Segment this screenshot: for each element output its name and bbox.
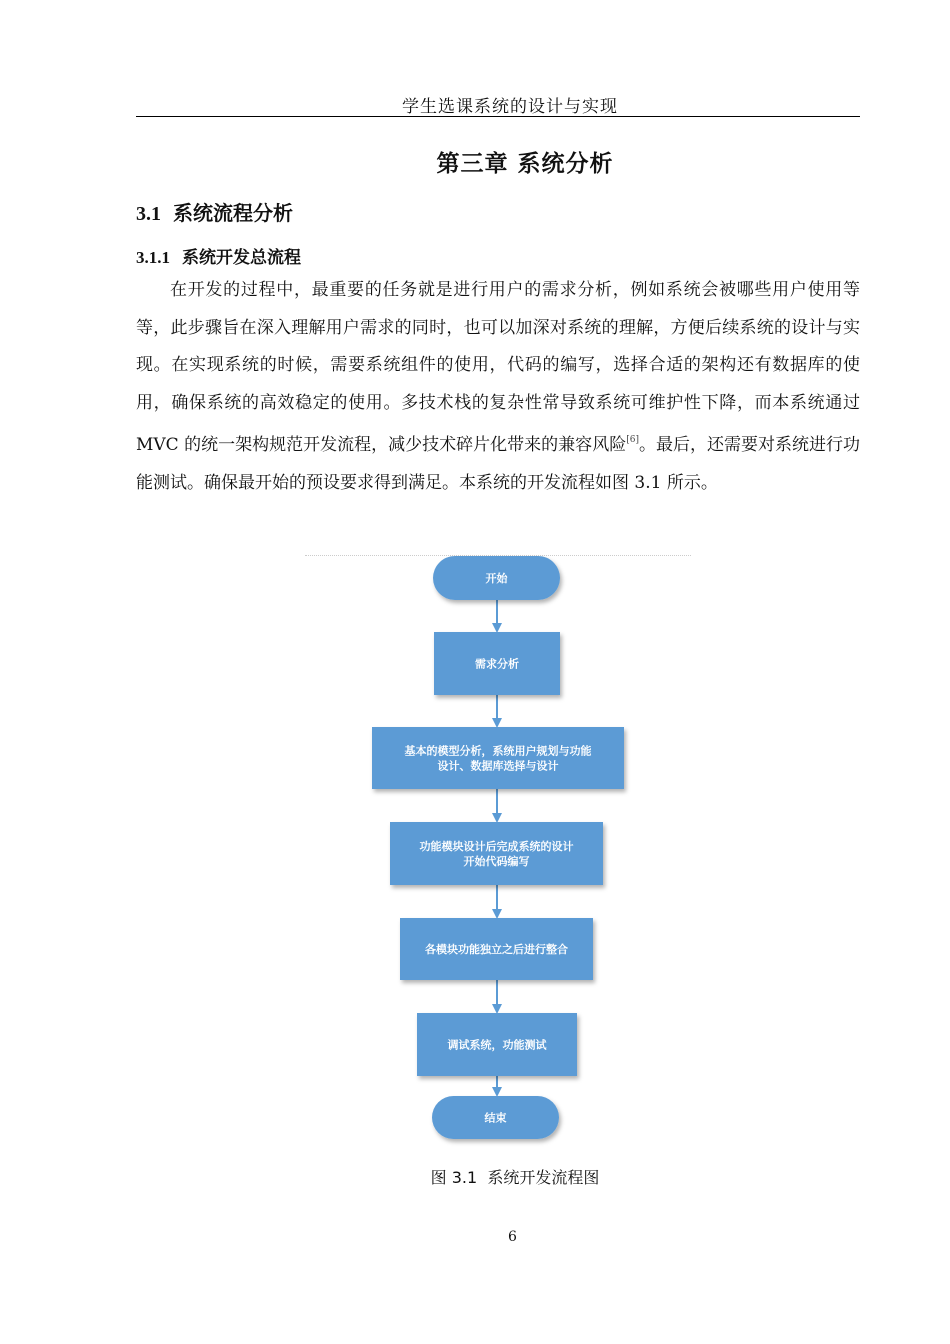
subsection-number: 3.1.1 [136,248,170,267]
start-node [433,556,560,600]
module-design-node-shape [390,822,603,885]
integration-node-label: 各模块功能独立之后进行整合 [425,943,568,956]
integration-node [400,918,593,980]
end-node-label: 结束 [484,1111,507,1125]
subsection-heading [136,243,301,268]
requirements-node [434,632,560,695]
module-design-node-label: 功能模块设计后完成系统的设计 [419,840,574,853]
section-number: 3.1 [136,203,161,225]
paragraph-text-part-2: 。最后，还需要对系统进行功能测试。确保最开始的预设要求得到满足。本系统的开发流程如图 3.1 所示。 [136,435,861,493]
testing-node [417,1013,577,1076]
body-paragraph [136,272,860,502]
testing-node-label: 调试系统，功能测试 [447,1038,547,1052]
citation-marker[interactable]: [6] [626,435,639,445]
figure-caption-number: 图 3.1 [430,1168,478,1187]
paragraph-text-part-1: 在开发的过程中，最重要的任务就是进行用户的需求分析，例如系统会被哪些用户使用等等，此步骤旨在深入理解用户需求的同时，也可以加深对系统的理解，方便后续系统的设计与实现。在实现系统的时候，需要系统组件的使用，代码的编写，选择合适的架构还有数据库的使用，确保系统的高效稳定的使用。多技术栈的复杂性常导致系统可维护性下降，而本系统通过 MVC 的统一架构规范开发流程，减少技术碎片化带来的兼容风险 [136,280,860,455]
header-rule [136,116,860,117]
flowchart [300,550,700,1150]
running-header: 学生选课系统的设计与实现 [402,97,618,117]
figure-caption [0,1165,950,1188]
start-node-label: 开始 [485,572,508,585]
requirements-node-label: 需求分析 [475,657,519,671]
section-heading [136,197,293,226]
figure-caption-text: 系统开发流程图 [487,1168,600,1187]
model-analysis-node [372,727,624,789]
module-design-node-label: 开始代码编写 [463,855,530,868]
subsection-title: 系统开发总流程 [182,248,301,268]
chapter-title: 第三章 系统分析 [436,151,614,177]
model-analysis-node-label: 基本的模型分析，系统用户规划与功能 [404,744,592,758]
end-node [432,1096,559,1139]
model-analysis-node-label: 设计、数据库选择与设计 [437,759,559,773]
module-design-node [390,822,603,885]
section-title: 系统流程分析 [173,201,293,225]
flowchart-nodes [372,556,624,1139]
model-analysis-node-shape [372,727,624,789]
page-number: 6 [508,1229,517,1245]
